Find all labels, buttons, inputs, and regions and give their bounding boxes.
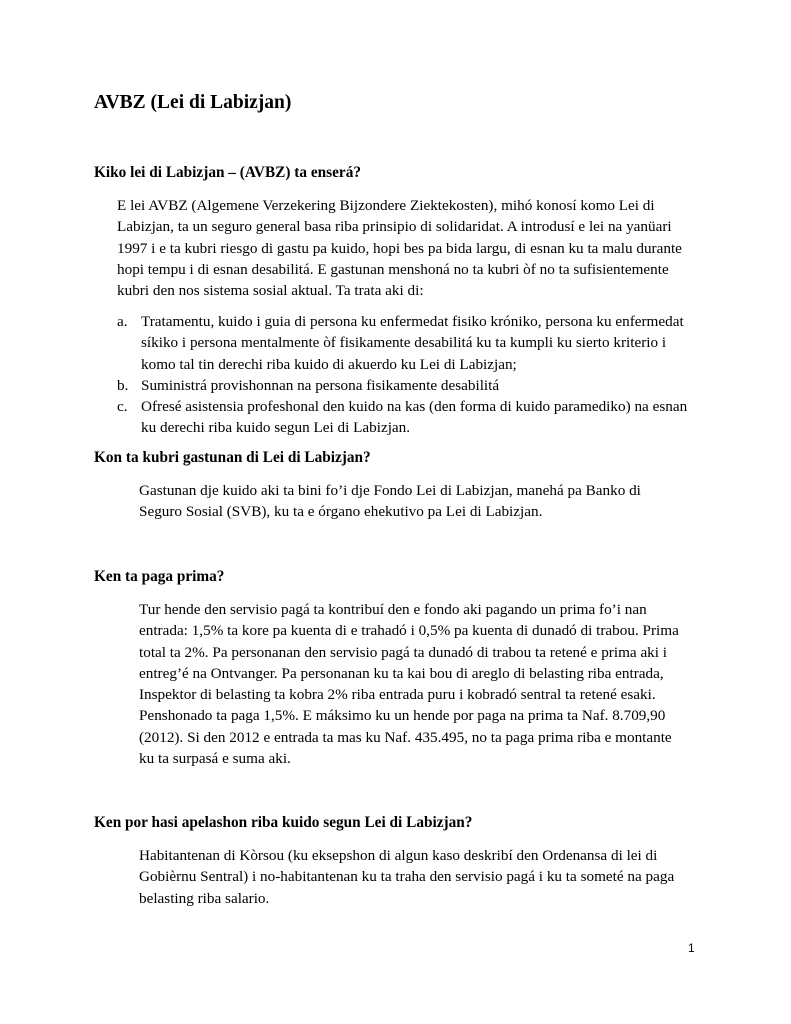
page-title: AVBZ (Lei di Labizjan) (94, 92, 292, 113)
section-paragraph-what-is-avbz (117, 195, 717, 301)
list-item-line: Ofresé asistensia profeshonal den kuido na kas (den forma di kuido paramediko) na esnan (141, 398, 688, 416)
paragraph-line: belasting riba salario. (139, 889, 270, 907)
section-heading-who-can-apply: Ken por hasi apelashon riba kuido segun Lei di Labizjan? (94, 814, 473, 831)
paragraph-line: 1997 i e ta kubri riesgo di gastu pa kuido, hopi bes pa bida largu, di esnan ku ta malu durante (117, 239, 682, 257)
section-paragraph-premium (139, 599, 709, 769)
list-item (117, 396, 727, 439)
paragraph-line: Inspektor di belasting ta kobra 2% riba entrada puru i kobradó sentral ta retené esaki. (139, 686, 656, 704)
paragraph-line: Labizjan, ta un seguro general basa riba prinsipio di solidaridat. A introdusí e lei na yanüari (117, 218, 672, 236)
list-item (117, 375, 727, 396)
paragraph-line: Penshonado ta paga 1,5%. E máksimo ku un hende por paga na prima ta Naf. 8.709,90 (139, 707, 666, 725)
paragraph-line: (2012). Si den 2012 e entrada ta mas ku Naf. 435.495, no ta paga prima riba e montante (139, 728, 672, 746)
paragraph-line: Seguro Sosial (SVB), ku ta e órgano ehekutivo pa Lei di Labizjan. (139, 503, 543, 521)
list-marker: a. (117, 313, 128, 330)
paragraph-line: kubri den nos sistema sosial aktual. Ta trata aki di: (117, 282, 424, 300)
paragraph-line: Gobièrnu Sentral) i no-habitantenan ku ta traha den servisio pagá i ku ta someté na paga (139, 868, 675, 886)
list-marker: c. (117, 398, 128, 416)
section-paragraph-who-can-apply (139, 845, 709, 909)
section-paragraph-coverage-costs (139, 480, 709, 523)
list-item-line: ku derechi riba kuido segun Lei di Labizjan. (141, 419, 411, 437)
list-item-line: Tratamentu, kuido i guia di persona ku enfermedat fisiko króniko, persona ku enfermedat (141, 313, 684, 330)
list-item-line: komo tal tin derechi riba kuido di akuerdo ku Lei di Labizjan; (141, 355, 517, 373)
paragraph-line: ku ta surpasá e suma aki. (139, 750, 291, 768)
paragraph-line: Tur hende den servisio pagá ta kontribuí den e fondo aki pagando un prima fo’i nan (139, 601, 647, 618)
list-item-line: síkiko i persona mentalmente òf fisikamente desabilitá ku ta kumpli ku sierto kriterio i (141, 334, 667, 352)
paragraph-line: E lei AVBZ (Algemene Verzekering Bijzondere Ziektekosten), mihó konosí komo Lei di (117, 197, 655, 214)
paragraph-line: Gastunan dje kuido aki ta bini fo’i dje Fondo Lei di Labizjan, manehá pa Banko di (139, 482, 641, 499)
page-number: 1 (688, 941, 695, 955)
paragraph-line: entrada: 1,5% ta kore pa kuenta di e trahadó i 0,5% pa kuenta di dunadó di trabou. Prima (139, 622, 679, 640)
section-heading-coverage-costs: Kon ta kubri gastunan di Lei di Labizjan? (94, 449, 371, 466)
paragraph-line: hopi tempu i di esnan desabilitá. E gastunan menshoná no ta kubri òf no ta sufisientemente (117, 260, 669, 278)
section-heading-premium: Ken ta paga prima? (94, 568, 225, 585)
list-item (117, 311, 727, 375)
coverage-list (117, 311, 727, 439)
paragraph-line: total ta 2%. Pa personanan den servisio pagá ta dunadó di trabou ta retené e prima aki i (139, 643, 668, 661)
section-heading-what-is-avbz: Kiko lei di Labizjan – (AVBZ) ta enserá? (94, 164, 362, 181)
paragraph-line: Habitantenan di Kòrsou (ku eksepshon di algun kaso deskribí den Ordenansa di lei di (139, 847, 658, 864)
list-item-line: Suministrá provishonnan na persona fisikamente desabilitá (141, 376, 500, 394)
paragraph-line: entreg’é na Ontvanger. Pa personanan ku ta kai bou di areglo di belasting riba entrada, (139, 664, 664, 682)
list-marker: b. (117, 376, 129, 394)
